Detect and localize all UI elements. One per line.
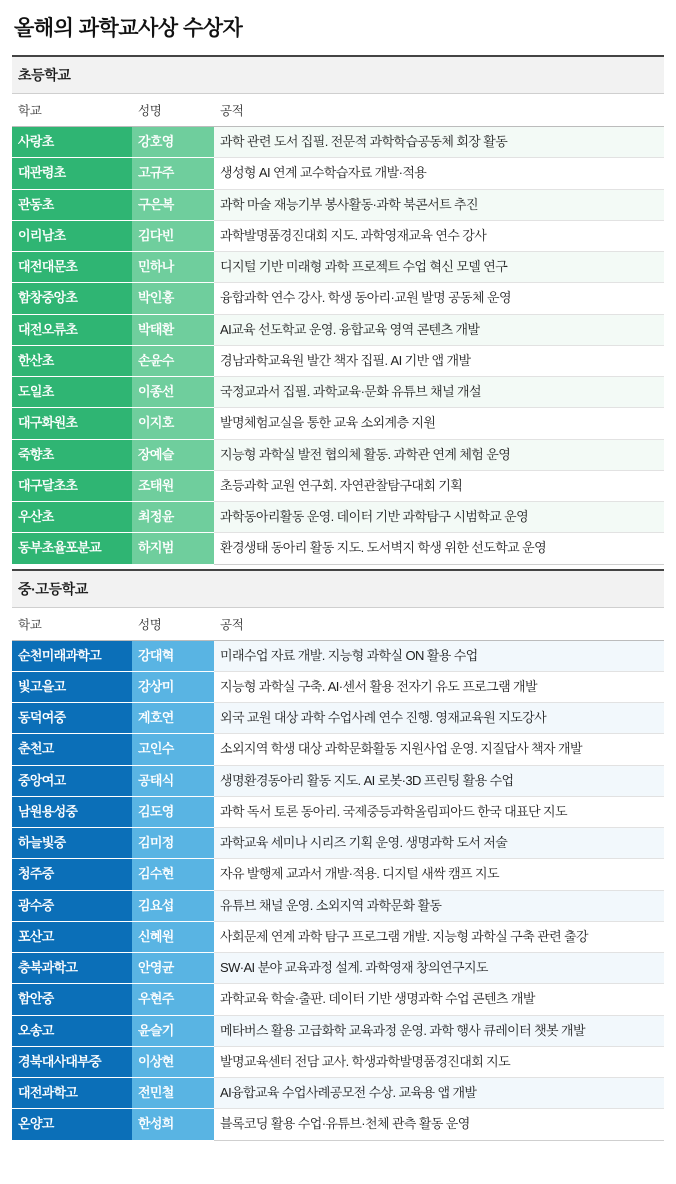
table-row [12,703,664,734]
table-elementary [12,94,664,565]
cell-name: 우현주 [132,984,214,1015]
cell-school: 동부초율포분교 [12,533,132,564]
cell-merit: 융합과학 연수 강사. 학생 동아리·교원 발명 공동체 운영 [214,283,664,314]
table-row [12,953,664,984]
cell-school: 이리남초 [12,220,132,251]
table-body-secondary [12,640,664,1140]
cell-merit: 생성형 AI 연계 교수학습자료 개발·적용 [214,158,664,189]
cell-merit: 경남과학교육원 발간 책자 집필. AI 기반 앱 개발 [214,345,664,376]
cell-name: 하지범 [132,533,214,564]
table-row [12,828,664,859]
column-header-merit: 공적 [214,608,664,641]
table-header-row [12,94,664,127]
section-heading-secondary: 중·고등학교 [12,569,664,608]
column-header-name: 성명 [132,94,214,127]
cell-merit: 발명교육센터 전담 교사. 학생과학발명품경진대회 지도 [214,1046,664,1077]
cell-name: 이종선 [132,377,214,408]
section-elementary [12,55,664,565]
cell-name: 안영균 [132,953,214,984]
table-header-row [12,608,664,641]
cell-name: 공태식 [132,765,214,796]
cell-school: 온양고 [12,1109,132,1140]
cell-merit: 자유 발행제 교과서 개발·적용. 디지털 새싹 캠프 지도 [214,859,664,890]
cell-merit: 생명환경동아리 활동 지도. AI 로봇·3D 프린팅 활용 수업 [214,765,664,796]
cell-merit: 환경생태 동아리 활동 지도. 도서벽지 학생 위한 선도학교 운영 [214,533,664,564]
cell-school: 충북과학고 [12,953,132,984]
table-row [12,640,664,671]
cell-name: 구은복 [132,189,214,220]
table-row [12,533,664,564]
cell-name: 윤슬기 [132,1015,214,1046]
cell-merit: 디지털 기반 미래형 과학 프로젝트 수업 혁신 모델 연구 [214,252,664,283]
table-row [12,671,664,702]
cell-name: 박인홍 [132,283,214,314]
cell-merit: 과학 마술 재능기부 봉사활동·과학 북콘서트 추진 [214,189,664,220]
cell-merit: 지능형 과학실 발전 협의체 활동. 과학관 연계 체험 운영 [214,439,664,470]
column-header-name: 성명 [132,608,214,641]
cell-school: 오송고 [12,1015,132,1046]
cell-merit: 과학 독서 토론 동아리. 국제중등과학올림피아드 한국 대표단 지도 [214,796,664,827]
cell-school: 남원용성중 [12,796,132,827]
cell-name: 손윤수 [132,345,214,376]
cell-merit: 과학교육 세미나 시리즈 기획 운영. 생명과학 도서 저술 [214,828,664,859]
cell-school: 대관령초 [12,158,132,189]
cell-merit: 국정교과서 집필. 과학교육·문화 유튜브 채널 개설 [214,377,664,408]
cell-school: 한산초 [12,345,132,376]
cell-school: 사랑초 [12,127,132,158]
cell-school: 대구화원초 [12,408,132,439]
cell-school: 대전대문초 [12,252,132,283]
cell-merit: 과학발명품경진대회 지도. 과학영재교육 연수 강사 [214,220,664,251]
table-row [12,345,664,376]
cell-merit: 유튜브 채널 운영. 소외지역 과학문화 활동 [214,890,664,921]
cell-merit: 과학동아리활동 운영. 데이터 기반 과학탐구 시범학교 운영 [214,502,664,533]
cell-name: 전민철 [132,1078,214,1109]
cell-school: 순천미래과학고 [12,640,132,671]
column-header-merit: 공적 [214,94,664,127]
section-secondary [12,569,664,1141]
cell-merit: AI융합교육 수업사례공모전 수상. 교육용 앱 개발 [214,1078,664,1109]
cell-name: 강상미 [132,671,214,702]
cell-school: 죽향초 [12,439,132,470]
cell-merit: 미래수업 자료 개발. 지능형 과학실 ON 활용 수업 [214,640,664,671]
cell-name: 강호영 [132,127,214,158]
cell-name: 이지호 [132,408,214,439]
column-header-school: 학교 [12,94,132,127]
table-row [12,734,664,765]
cell-name: 이상현 [132,1046,214,1077]
table-row [12,408,664,439]
cell-school: 함창중앙초 [12,283,132,314]
cell-school: 대전과학고 [12,1078,132,1109]
cell-name: 김요섭 [132,890,214,921]
cell-name: 김미정 [132,828,214,859]
cell-school: 대전오류초 [12,314,132,345]
table-row [12,921,664,952]
table-row [12,158,664,189]
cell-name: 김다빈 [132,220,214,251]
table-row [12,189,664,220]
cell-merit: 외국 교원 대상 과학 수업사례 연수 진행. 영재교육원 지도강사 [214,703,664,734]
table-row [12,1046,664,1077]
table-row [12,283,664,314]
cell-merit: 사회문제 연계 과학 탐구 프로그램 개발. 지능형 과학실 구축 관련 출강 [214,921,664,952]
table-row [12,470,664,501]
cell-name: 고인수 [132,734,214,765]
table-row [12,377,664,408]
cell-name: 계호연 [132,703,214,734]
table-row [12,890,664,921]
cell-school: 광수중 [12,890,132,921]
cell-school: 도일초 [12,377,132,408]
table-row [12,796,664,827]
cell-school: 관동초 [12,189,132,220]
table-row [12,1078,664,1109]
cell-name: 장예슬 [132,439,214,470]
cell-merit: SW·AI 분야 교육과정 설계. 과학영재 창의연구지도 [214,953,664,984]
cell-school: 춘천고 [12,734,132,765]
table-row [12,765,664,796]
cell-school: 청주중 [12,859,132,890]
table-row [12,220,664,251]
table-row [12,859,664,890]
cell-name: 조태원 [132,470,214,501]
cell-school: 경북대사대부중 [12,1046,132,1077]
section-heading-elementary: 초등학교 [12,55,664,94]
table-row [12,439,664,470]
cell-name: 김수현 [132,859,214,890]
table-row [12,1109,664,1140]
cell-name: 고규주 [132,158,214,189]
table-secondary [12,608,664,1141]
cell-name: 강대혁 [132,640,214,671]
cell-merit: 소외지역 학생 대상 과학문화활동 지원사업 운영. 지질답사 책자 개발 [214,734,664,765]
cell-name: 박태환 [132,314,214,345]
cell-name: 김도영 [132,796,214,827]
column-header-school: 학교 [12,608,132,641]
cell-merit: 초등과학 교원 연구회. 자연관찰탐구대회 기획 [214,470,664,501]
cell-school: 포산고 [12,921,132,952]
cell-school: 대구달초초 [12,470,132,501]
cell-merit: 과학교육 학술·출판. 데이터 기반 생명과학 수업 콘텐츠 개발 [214,984,664,1015]
cell-name: 민하나 [132,252,214,283]
cell-merit: 지능형 과학실 구축. AI·센서 활용 전자기 유도 프로그램 개발 [214,671,664,702]
cell-merit: 과학 관련 도서 집필. 전문적 과학학습공동체 회장 활동 [214,127,664,158]
cell-school: 우산초 [12,502,132,533]
cell-school: 함안중 [12,984,132,1015]
table-row [12,314,664,345]
table-row [12,1015,664,1046]
table-row [12,502,664,533]
table-row [12,127,664,158]
cell-school: 중앙여고 [12,765,132,796]
table-body-elementary [12,127,664,565]
cell-name: 신혜원 [132,921,214,952]
table-row [12,252,664,283]
cell-school: 하늘빛중 [12,828,132,859]
cell-merit: 발명체험교실을 통한 교육 소외계층 지원 [214,408,664,439]
cell-school: 동덕여중 [12,703,132,734]
cell-name: 한성희 [132,1109,214,1140]
cell-merit: 블록코딩 활용 수업·유튜브·천체 관측 활동 운영 [214,1109,664,1140]
cell-school: 빛고을고 [12,671,132,702]
cell-merit: 메타버스 활용 고급화학 교육과정 운영. 과학 행사 큐레이터 챗봇 개발 [214,1015,664,1046]
cell-name: 최정윤 [132,502,214,533]
page-title: 올해의 과학교사상 수상자 [14,17,243,40]
cell-merit: AI교육 선도학교 운영. 융합교육 영역 콘텐츠 개발 [214,314,664,345]
table-row [12,984,664,1015]
